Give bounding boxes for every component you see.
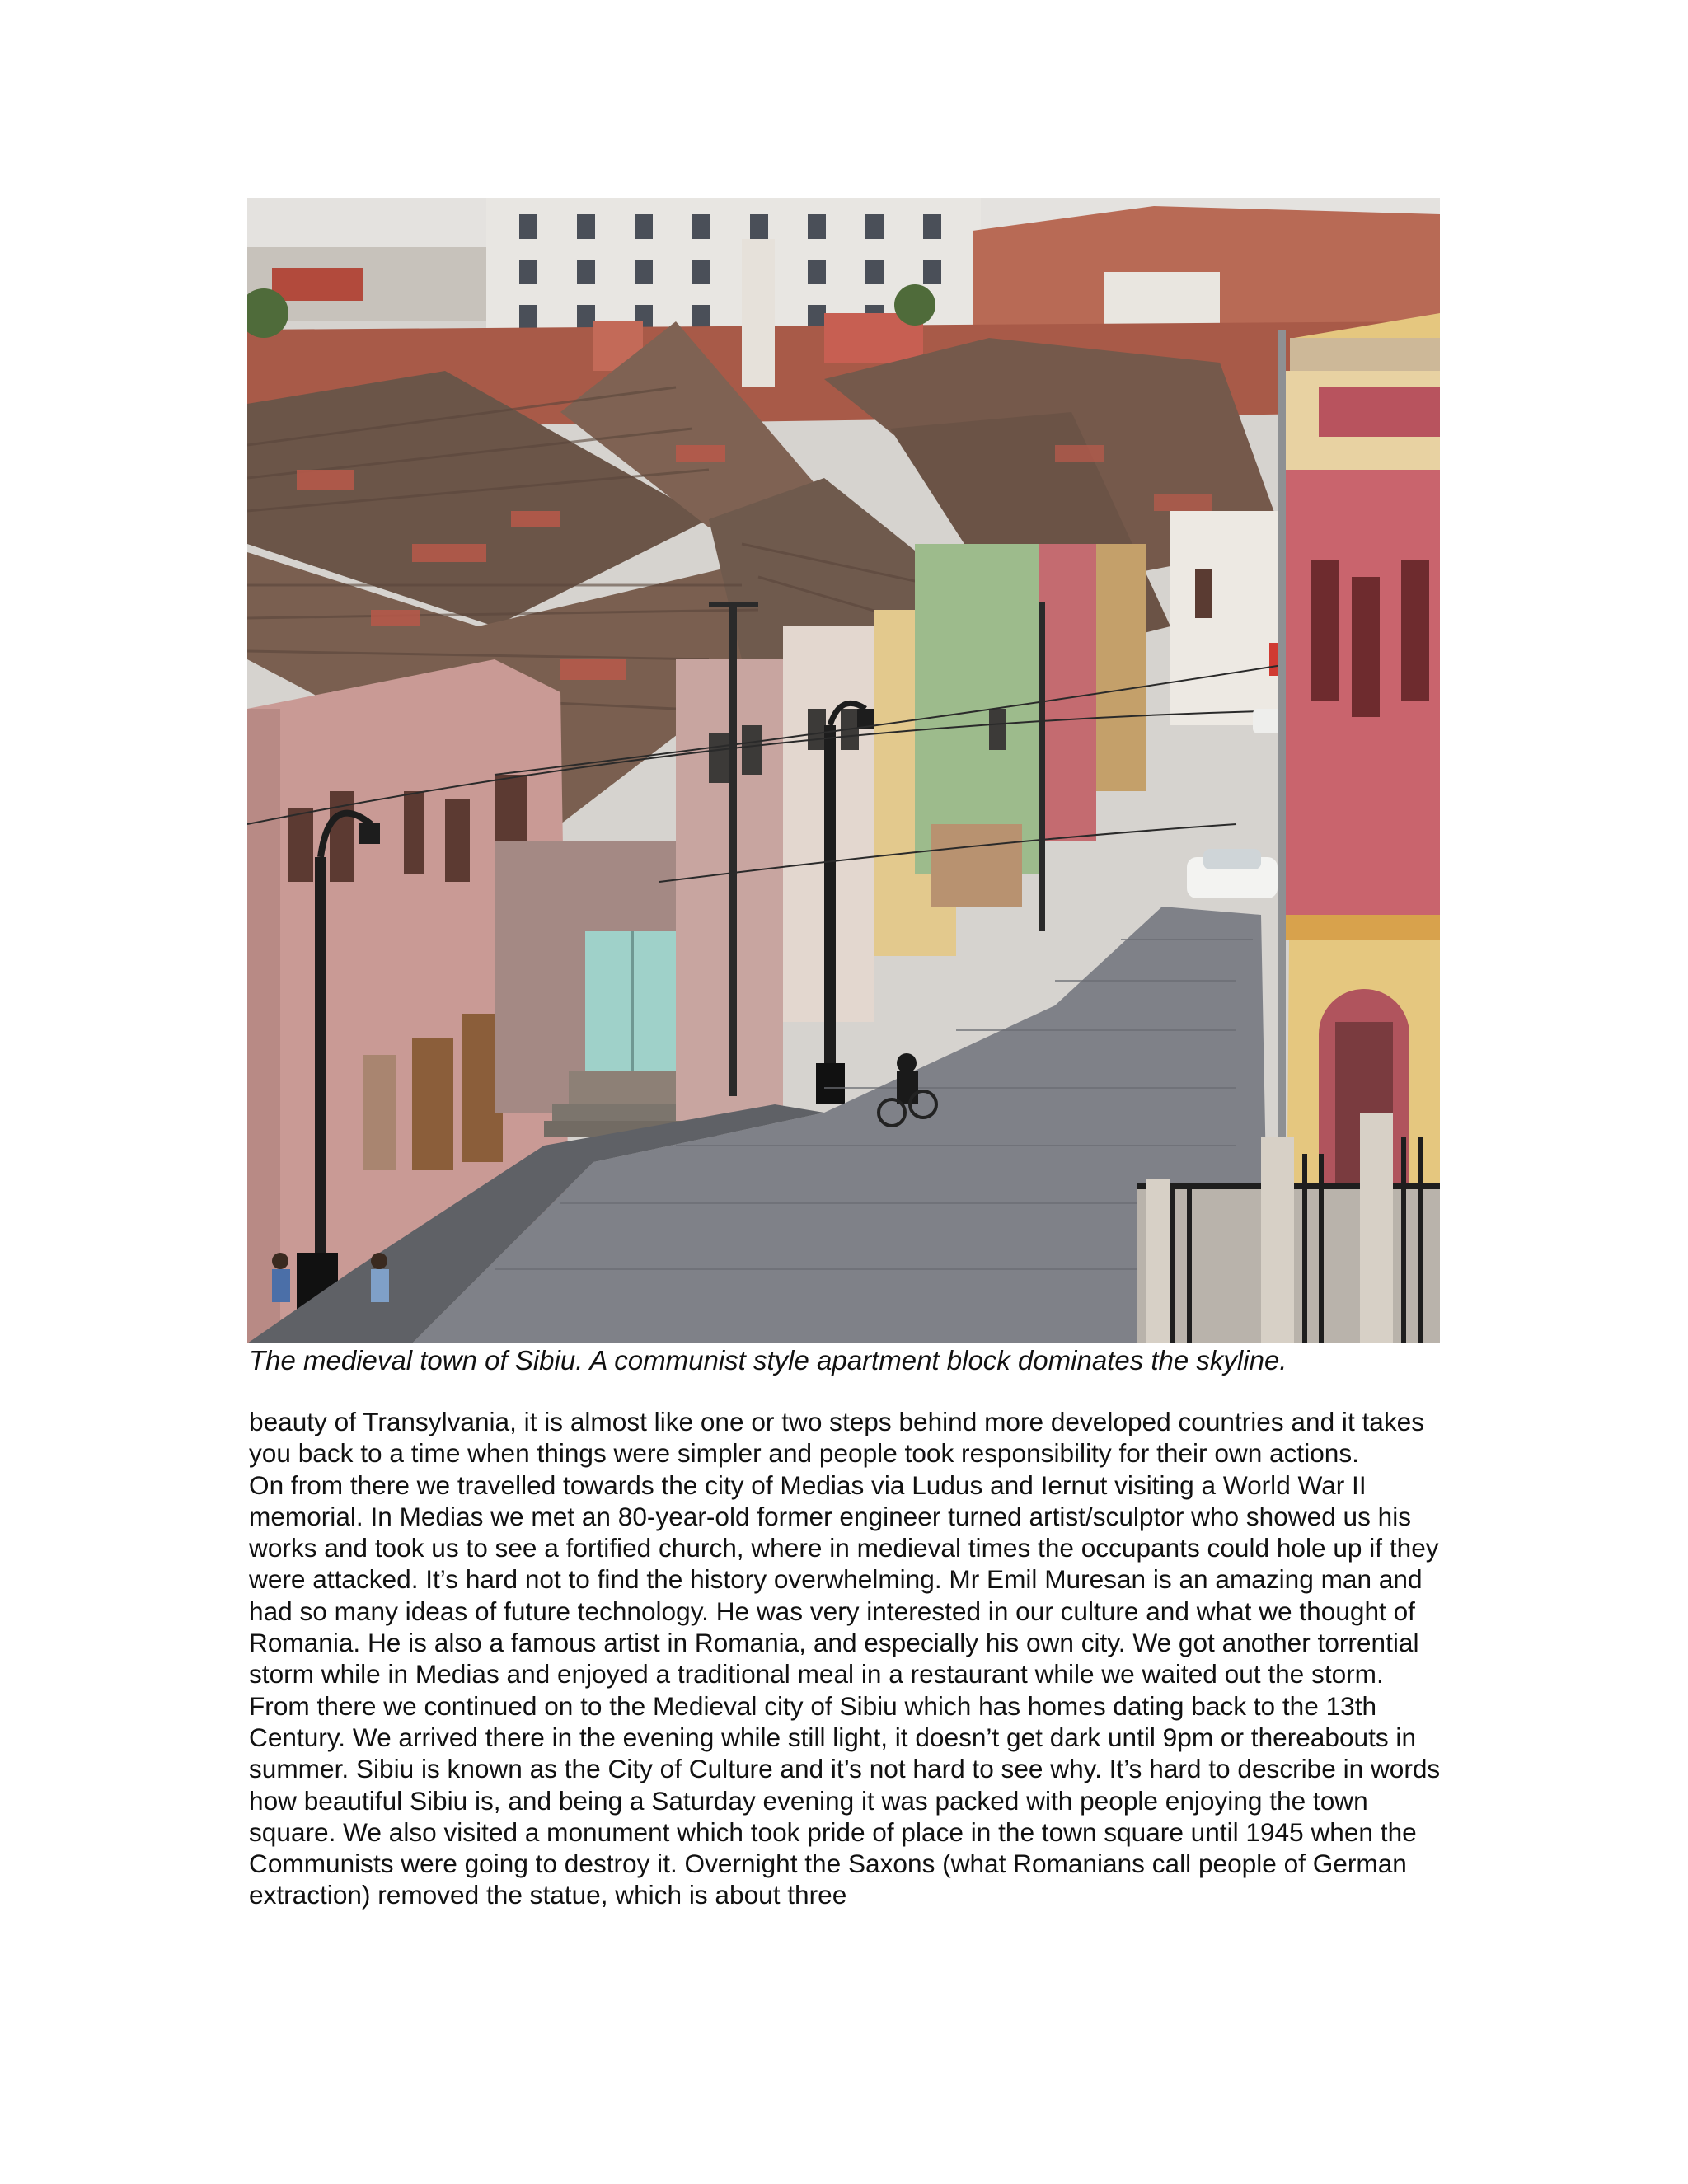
paragraph: From there we continued on to the Medieval city of Sibiu which has homes dating back to the 13th Century. We arrived there in the evening while still light, it doesn’t get dark until 9pm or thereabouts in summer. Sibiu is known as the City of Culture and it’s not hard to see why. It’s hard to describe in words how beautiful Sibiu is, and being a Saturday evening it was packed with people enjoying the town square. We also visited a monument which took pride of place in the town square until 1945 when the Communists were going to destroy it. Overnight the Saxons (what Romanians call people of German extraction) removed the statue, which is about three	[249, 1690, 1441, 1910]
sibiu-street-illustration	[247, 198, 1440, 1343]
photo-caption: The medieval town of Sibiu. A communist style apartment block dominates the skyline.	[249, 1345, 1287, 1376]
article-body	[249, 1406, 1452, 1911]
paragraph: beauty of Transylvania, it is almost like one or two steps behind more developed countries and it takes you back to a time when things were simpler and people took responsibility for their own actions.	[249, 1407, 1425, 1469]
street-photo	[247, 198, 1440, 1343]
paragraph: On from there we travelled towards the city of Medias via Ludus and Iernut visiting a World War II memorial. In Medias we met an 80-year-old former engineer turned artist/sculptor who showed us his works and took us to see a fortified church, where in medieval times the occupants could hole up if they were attacked. It’s hard not to find the history overwhelming. Mr Emil Muresan is an amazing man and had so many ideas of future technology. He was very interested in our culture and what we thought of Romania. He is also a famous artist in Romania, and especially his own city. We got another torrential storm while in Medias and enjoyed a traditional meal in a restaurant while we waited out the storm.	[249, 1469, 1439, 1690]
